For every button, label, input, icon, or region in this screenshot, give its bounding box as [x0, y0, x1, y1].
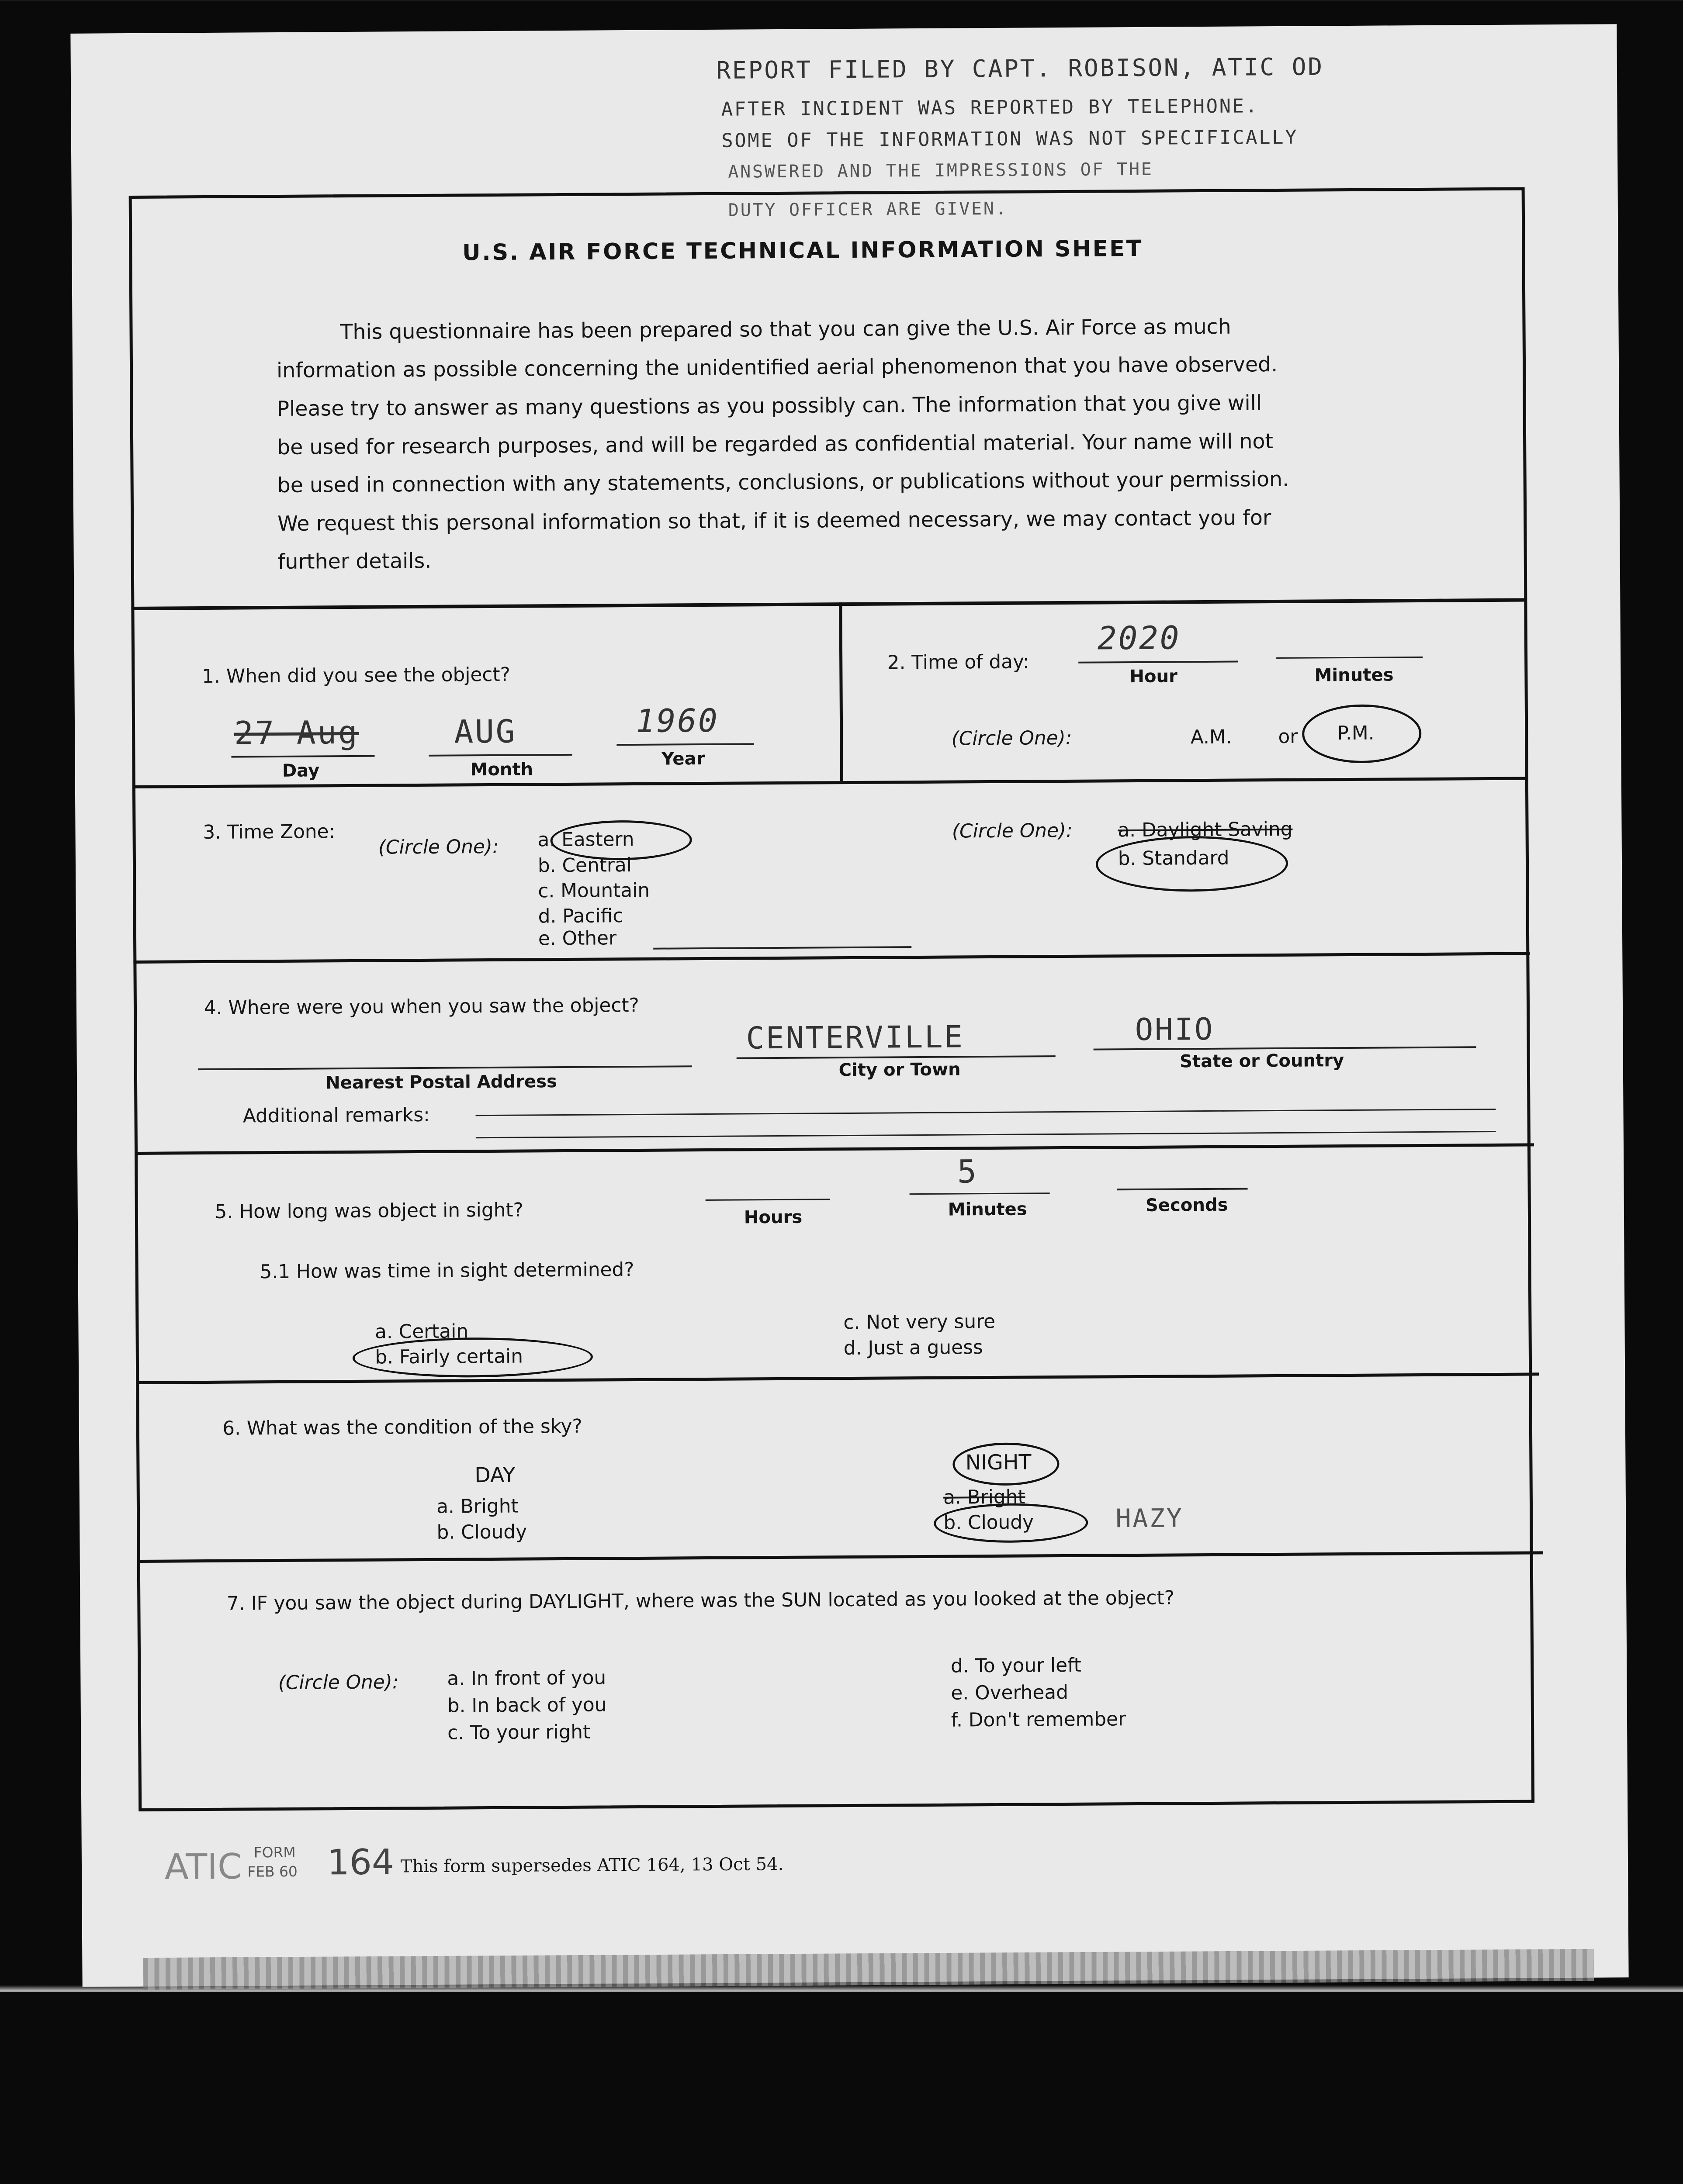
zone-option: a. Eastern: [537, 828, 634, 851]
q4-state-value: OHIO: [1135, 1012, 1215, 1047]
q5-option: d. Just a guess: [843, 1336, 983, 1359]
intro-line: be used for research purposes, and will be regarded as confidential material. Your name will not: [277, 429, 1274, 460]
q4-postal-label: Nearest Postal Address: [326, 1071, 558, 1093]
q3-circle-label: (Circle One):: [378, 835, 499, 859]
q6-day-option: a. Bright: [436, 1495, 519, 1518]
q7-label: 7. IF you saw the object during DAYLIGHT, where was the SUN located as you looked at the object?: [226, 1586, 1175, 1615]
note-line: ANSWERED AND THE IMPRESSIONS OF THE: [728, 159, 1153, 182]
q5-minutes-value: 5: [957, 1153, 978, 1190]
footer-form: FORM: [253, 1844, 296, 1861]
note-line: AFTER INCIDENT WAS REPORTED BY TELEPHONE.: [721, 94, 1259, 120]
q1-day-label: Day: [282, 760, 320, 781]
q6-label: 6. What was the condition of the sky?: [222, 1415, 582, 1440]
q2-am: A.M.: [1190, 726, 1232, 748]
q6-day-option: b. Cloudy: [436, 1520, 527, 1543]
intro-line: Please try to answer as many questions as you possibly can. The information that you give will: [277, 390, 1262, 421]
q2-hour-value: 2020: [1097, 619, 1181, 657]
footer-date: FEB 60: [247, 1863, 298, 1880]
q5-option: a. Certain: [374, 1320, 469, 1343]
footer-number: 164: [327, 1842, 395, 1883]
q7-option: a. In front of you: [447, 1666, 606, 1690]
q2-circle-label: (Circle One):: [951, 726, 1072, 750]
q2-minutes-label: Minutes: [1314, 664, 1394, 685]
intro-line: We request this personal information so that, if it is deemed necessary, we may contact you for: [277, 505, 1271, 536]
q6-night-option: a. Bright: [943, 1485, 1025, 1508]
footer-supersedes: This form supersedes ATIC 164, 13 Oct 54.: [400, 1854, 784, 1876]
note-line: REPORT FILED BY CAPT. ROBISON, ATIC OD: [716, 52, 1324, 84]
q6-note-value: HAZY: [1115, 1503, 1184, 1534]
q1-month-label: Month: [470, 759, 533, 780]
q1-year-value: 1960: [635, 702, 719, 740]
q5-minutes-label: Minutes: [948, 1199, 1027, 1220]
q4-city-label: City or Town: [838, 1059, 961, 1080]
q2-hour-label: Hour: [1129, 666, 1178, 687]
q2-or: or: [1278, 725, 1298, 748]
q1-year-label: Year: [661, 748, 705, 769]
saving-option: a. Daylight Saving: [1118, 818, 1293, 841]
note-line: DUTY OFFICER ARE GIVEN.: [728, 198, 1008, 221]
q6-day-heading: DAY: [474, 1463, 516, 1488]
zone-option: d. Pacific: [538, 905, 623, 928]
q1-day-value: 27 Aug: [234, 714, 359, 752]
q7-option: d. To your left: [950, 1654, 1082, 1677]
zone-option: c. Mountain: [538, 879, 650, 902]
q7-option: c. To your right: [447, 1721, 591, 1744]
saving-option: b. Standard: [1118, 847, 1229, 870]
q1-label: 1. When did you see the object?: [202, 663, 511, 688]
q5-option: b. Fairly certain: [375, 1345, 523, 1368]
q2-pm: P.M.: [1337, 722, 1375, 744]
intro-line: be used in connection with any statements, conclusions, or publications without your permission.: [277, 467, 1289, 498]
q7-option: e. Overhead: [951, 1681, 1069, 1704]
zone-option: b. Central: [537, 854, 632, 877]
form-title: U.S. AIR FORCE TECHNICAL INFORMATION SHEET: [462, 235, 1143, 266]
q1-month-value: AUG: [454, 712, 517, 750]
intro-line: This questionnaire has been prepared so that you can give the U.S. Air Force as much: [340, 314, 1231, 344]
footer-atic: ATIC: [164, 1845, 242, 1887]
q7-option: f. Don't remember: [951, 1708, 1126, 1731]
q2-label: 2. Time of day:: [887, 650, 1029, 674]
q3-label: 3. Time Zone:: [203, 820, 336, 844]
q4-state-label: State or Country: [1180, 1051, 1344, 1072]
q4-city-value: CENTERVILLE: [746, 1019, 965, 1056]
q6-night-heading: NIGHT: [965, 1450, 1032, 1475]
q7-circle-label: (Circle One):: [278, 1671, 399, 1694]
form-sheet: [70, 24, 1628, 1987]
q5-sub-label: 5.1 How was time in sight determined?: [260, 1258, 634, 1283]
q7-option: b. In back of you: [447, 1693, 607, 1717]
q5-seconds-label: Seconds: [1145, 1194, 1228, 1216]
q4-remarks-label: Additional remarks:: [242, 1103, 430, 1127]
intro-line: further details.: [277, 549, 432, 574]
q5-hours-label: Hours: [744, 1206, 803, 1227]
q5-label: 5. How long was object in sight?: [215, 1198, 524, 1223]
q5-option: c. Not very sure: [843, 1310, 996, 1334]
note-line: SOME OF THE INFORMATION WAS NOT SPECIFICALLY: [721, 126, 1299, 152]
q6-night-option: b. Cloudy: [943, 1511, 1034, 1534]
intro-line: information as possible concerning the unidentified aerial phenomenon that you have observed.: [276, 352, 1278, 383]
q3-circle2-label: (Circle One):: [952, 819, 1073, 842]
zone-option: e. Other: [538, 927, 617, 950]
q4-label: 4. Where were you when you saw the object?: [204, 994, 640, 1019]
